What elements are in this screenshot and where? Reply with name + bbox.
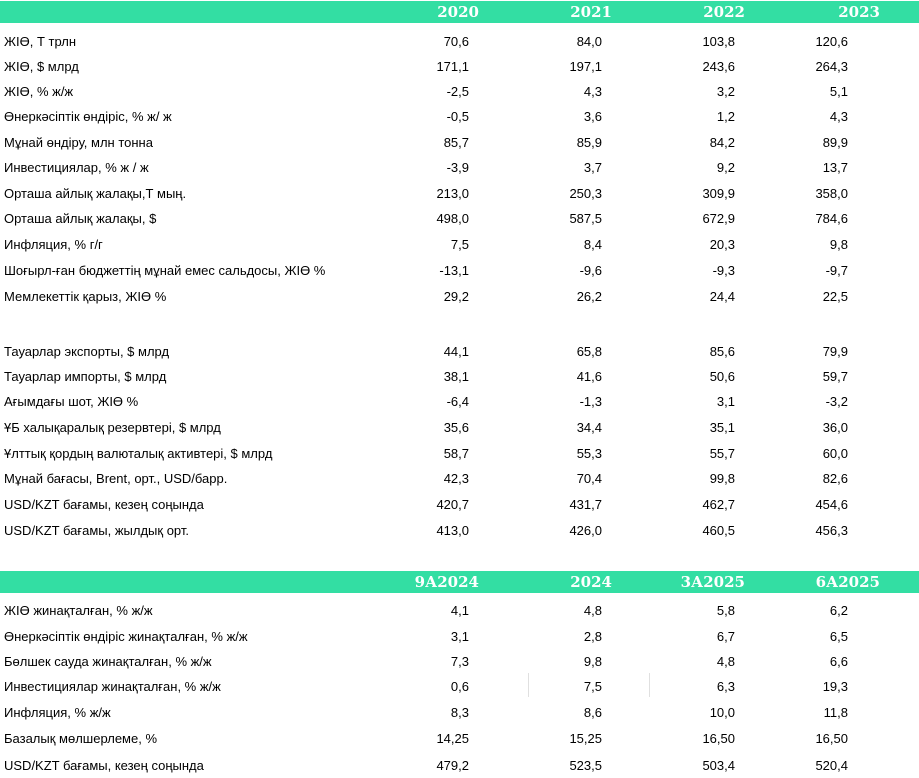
cell-value: 243,6	[702, 59, 735, 74]
cell-value: 26,2	[576, 289, 602, 304]
table2-header-4: 6А2025	[815, 573, 880, 591]
table-row	[0, 54, 919, 79]
cell-value: 358,0	[815, 186, 848, 201]
cell-value: 11,8	[823, 705, 848, 720]
cell-value: 3,6	[583, 109, 602, 124]
cell-value: 19,3	[822, 679, 848, 694]
table-row	[0, 753, 919, 778]
table-row	[0, 518, 919, 543]
table1-header-1: 2020	[437, 3, 479, 21]
cell-value: 171,1	[436, 59, 469, 74]
table2-header-row	[0, 571, 919, 593]
cell-value: 14,25	[436, 731, 469, 746]
table2-header-2: 2024	[570, 573, 612, 591]
cell-value: 85,9	[576, 135, 602, 150]
cell-value: 6,7	[716, 629, 735, 644]
cell-value: 456,3	[815, 523, 848, 538]
cell-value: 22,5	[822, 289, 848, 304]
table-row	[0, 258, 919, 283]
row-label: ЖІӨ, % ж/ж	[4, 84, 74, 99]
row-label: USD/KZT бағамы, жылдық орт.	[4, 523, 189, 538]
cell-value: 6,2	[829, 603, 848, 618]
cell-value: 38,1	[443, 369, 469, 384]
cell-value: 4,8	[716, 654, 735, 669]
table-row	[0, 598, 919, 623]
cell-value: 13,7	[822, 160, 848, 175]
cell-value: 431,7	[569, 497, 602, 512]
table-row	[0, 29, 919, 54]
cell-value: 420,7	[436, 497, 469, 512]
cell-value: 6,3	[716, 679, 735, 694]
cell-value: 7,5	[450, 237, 469, 252]
table-row	[0, 674, 919, 699]
cell-value: 34,4	[576, 420, 602, 435]
cell-value: 36,0	[822, 420, 848, 435]
cell-value: 84,0	[576, 34, 602, 49]
cell-value: -13,1	[439, 263, 469, 278]
cell-value: 426,0	[569, 523, 602, 538]
cell-value: 24,4	[709, 289, 735, 304]
cell-value: -3,2	[825, 394, 848, 409]
table1-header-4: 2023	[838, 3, 880, 21]
cell-value: 0,6	[450, 679, 469, 694]
row-label: ЖІӨ, Т трлн	[4, 34, 77, 49]
row-label: Өнеркәсіптік өндіріс, % ж/ ж	[4, 109, 172, 124]
cell-value: -0,5	[446, 109, 469, 124]
cell-value: 5,8	[716, 603, 735, 618]
table1-header-2: 2021	[570, 3, 612, 21]
cell-value: 264,3	[815, 59, 848, 74]
row-label: ЖІӨ, $ млрд	[4, 59, 79, 74]
table1-header-3: 2022	[703, 3, 745, 21]
cell-border	[649, 673, 650, 697]
cell-value: 6,5	[829, 629, 848, 644]
table-row	[0, 649, 919, 674]
cell-value: 3,1	[716, 394, 735, 409]
cell-value: 8,6	[583, 705, 602, 720]
cell-value: 523,5	[569, 758, 602, 773]
cell-value: 4,1	[450, 603, 469, 618]
row-label: Мұнай өндіру, млн тонна	[4, 135, 153, 150]
cell-value: 250,3	[569, 186, 602, 201]
cell-value: -9,3	[712, 263, 735, 278]
cell-value: 454,6	[815, 497, 848, 512]
table-row	[0, 492, 919, 517]
cell-value: 5,1	[829, 84, 848, 99]
cell-value: 587,5	[569, 211, 602, 226]
cell-value: 85,6	[709, 344, 735, 359]
cell-value: 58,7	[443, 446, 469, 461]
table-row	[0, 155, 919, 180]
cell-value: 65,8	[576, 344, 602, 359]
cell-value: 2,8	[583, 629, 602, 644]
cell-value: 16,50	[702, 731, 735, 746]
table-row	[0, 104, 919, 129]
cell-value: 120,6	[815, 34, 848, 49]
cell-value: 35,6	[443, 420, 469, 435]
cell-value: 50,6	[709, 369, 735, 384]
cell-value: 103,8	[702, 34, 735, 49]
cell-value: 99,8	[709, 471, 735, 486]
cell-value: 4,8	[583, 603, 602, 618]
cell-value: 784,6	[815, 211, 848, 226]
cell-value: 84,2	[709, 135, 735, 150]
cell-value: 20,3	[709, 237, 735, 252]
table-row	[0, 389, 919, 414]
cell-value: 4,3	[829, 109, 848, 124]
cell-value: 9,2	[716, 160, 735, 175]
table-row	[0, 415, 919, 440]
table-row	[0, 79, 919, 104]
row-label: Орташа айлық жалақы,Т мың.	[4, 186, 187, 201]
row-label: Ұлттық қордың валюталық активтері, $ млрд	[4, 446, 273, 461]
row-label: Базалық мөлшерлеме, %	[4, 731, 157, 746]
cell-value: 503,4	[702, 758, 735, 773]
cell-value: 7,3	[450, 654, 469, 669]
row-label: Тауарлар экспорты, $ млрд	[4, 344, 170, 359]
table-row	[0, 466, 919, 491]
cell-value: 3,7	[583, 160, 602, 175]
table1-header-row	[0, 1, 919, 23]
table-row	[0, 624, 919, 649]
cell-value: 8,4	[583, 237, 602, 252]
cell-value: 460,5	[702, 523, 735, 538]
row-label: Мұнай бағасы, Brent, орт., USD/барр.	[4, 471, 228, 486]
row-label: Мемлекеттік қарыз, ЖІӨ %	[4, 289, 167, 304]
cell-value: 197,1	[569, 59, 602, 74]
cell-value: 79,9	[822, 344, 848, 359]
cell-value: 15,25	[569, 731, 602, 746]
row-label: USD/KZT бағамы, кезең соңында	[4, 497, 204, 512]
row-label: Тауарлар импорты, $ млрд	[4, 369, 167, 384]
row-label: USD/KZT бағамы, кезең соңында	[4, 758, 204, 773]
row-label: Орташа айлық жалақы, $	[4, 211, 157, 226]
table-row	[0, 441, 919, 466]
cell-value: -1,3	[579, 394, 602, 409]
cell-value: 44,1	[443, 344, 469, 359]
cell-value: 10,0	[709, 705, 735, 720]
cell-value: 42,3	[443, 471, 469, 486]
cell-value: 1,2	[716, 109, 735, 124]
cell-value: -9,7	[825, 263, 848, 278]
table2-header-1: 9А2024	[414, 573, 479, 591]
table-row	[0, 339, 919, 364]
cell-value: 89,9	[822, 135, 848, 150]
table-row	[0, 206, 919, 231]
table-row	[0, 130, 919, 155]
cell-value: 85,7	[443, 135, 469, 150]
cell-value: 672,9	[702, 211, 735, 226]
row-label: Инфляция, % г/г	[4, 237, 103, 252]
cell-value: 9,8	[829, 237, 848, 252]
cell-value: -9,6	[579, 263, 602, 278]
cell-value: 35,1	[709, 420, 735, 435]
cell-value: -3,9	[446, 160, 469, 175]
cell-value: 4,3	[583, 84, 602, 99]
row-label: Инвестициялар, % ж / ж	[4, 160, 149, 175]
cell-value: 413,0	[436, 523, 469, 538]
cell-value: 9,8	[583, 654, 602, 669]
cell-value: 462,7	[702, 497, 735, 512]
cell-value: 41,6	[576, 369, 602, 384]
cell-value: 59,7	[822, 369, 848, 384]
row-label: Шоғырл-ған бюджеттің мұнай емес сальдосы, ЖІӨ %	[4, 263, 326, 278]
cell-value: 309,9	[702, 186, 735, 201]
cell-value: 520,4	[815, 758, 848, 773]
cell-value: 55,3	[576, 446, 602, 461]
table-row	[0, 726, 919, 751]
table2-header-3: 3А2025	[680, 573, 745, 591]
cell-value: 70,6	[443, 34, 469, 49]
cell-value: 498,0	[436, 211, 469, 226]
cell-value: -2,5	[446, 84, 469, 99]
row-label: Инфляция, % ж/ж	[4, 705, 111, 720]
cell-value: 3,2	[716, 84, 735, 99]
cell-value: -6,4	[446, 394, 469, 409]
cell-value: 70,4	[576, 471, 602, 486]
cell-value: 16,50	[815, 731, 848, 746]
cell-border	[528, 673, 529, 697]
cell-value: 7,5	[583, 679, 602, 694]
row-label: Өнеркәсіптік өндіріс жинақталған, % ж/ж	[4, 629, 248, 644]
cell-value: 82,6	[822, 471, 848, 486]
cell-value: 6,6	[829, 654, 848, 669]
table-row	[0, 700, 919, 725]
cell-value: 8,3	[450, 705, 469, 720]
row-label: ЖІӨ жинақталған, % ж/ж	[4, 603, 153, 618]
cell-value: 213,0	[436, 186, 469, 201]
table-row	[0, 232, 919, 257]
cell-value: 29,2	[443, 289, 469, 304]
row-label: ҰБ халықаралық резервтері, $ млрд	[4, 420, 221, 435]
cell-value: 60,0	[822, 446, 848, 461]
table-row	[0, 284, 919, 309]
row-label: Бөлшек сауда жинақталған, % ж/ж	[4, 654, 212, 669]
table-row	[0, 181, 919, 206]
row-label: Инвестициялар жинақталған, % ж/ж	[4, 679, 221, 694]
cell-value: 3,1	[450, 629, 469, 644]
row-label: Ағымдағы шот, ЖІӨ %	[4, 394, 139, 409]
cell-value: 479,2	[436, 758, 469, 773]
cell-value: 55,7	[709, 446, 735, 461]
table-row	[0, 364, 919, 389]
